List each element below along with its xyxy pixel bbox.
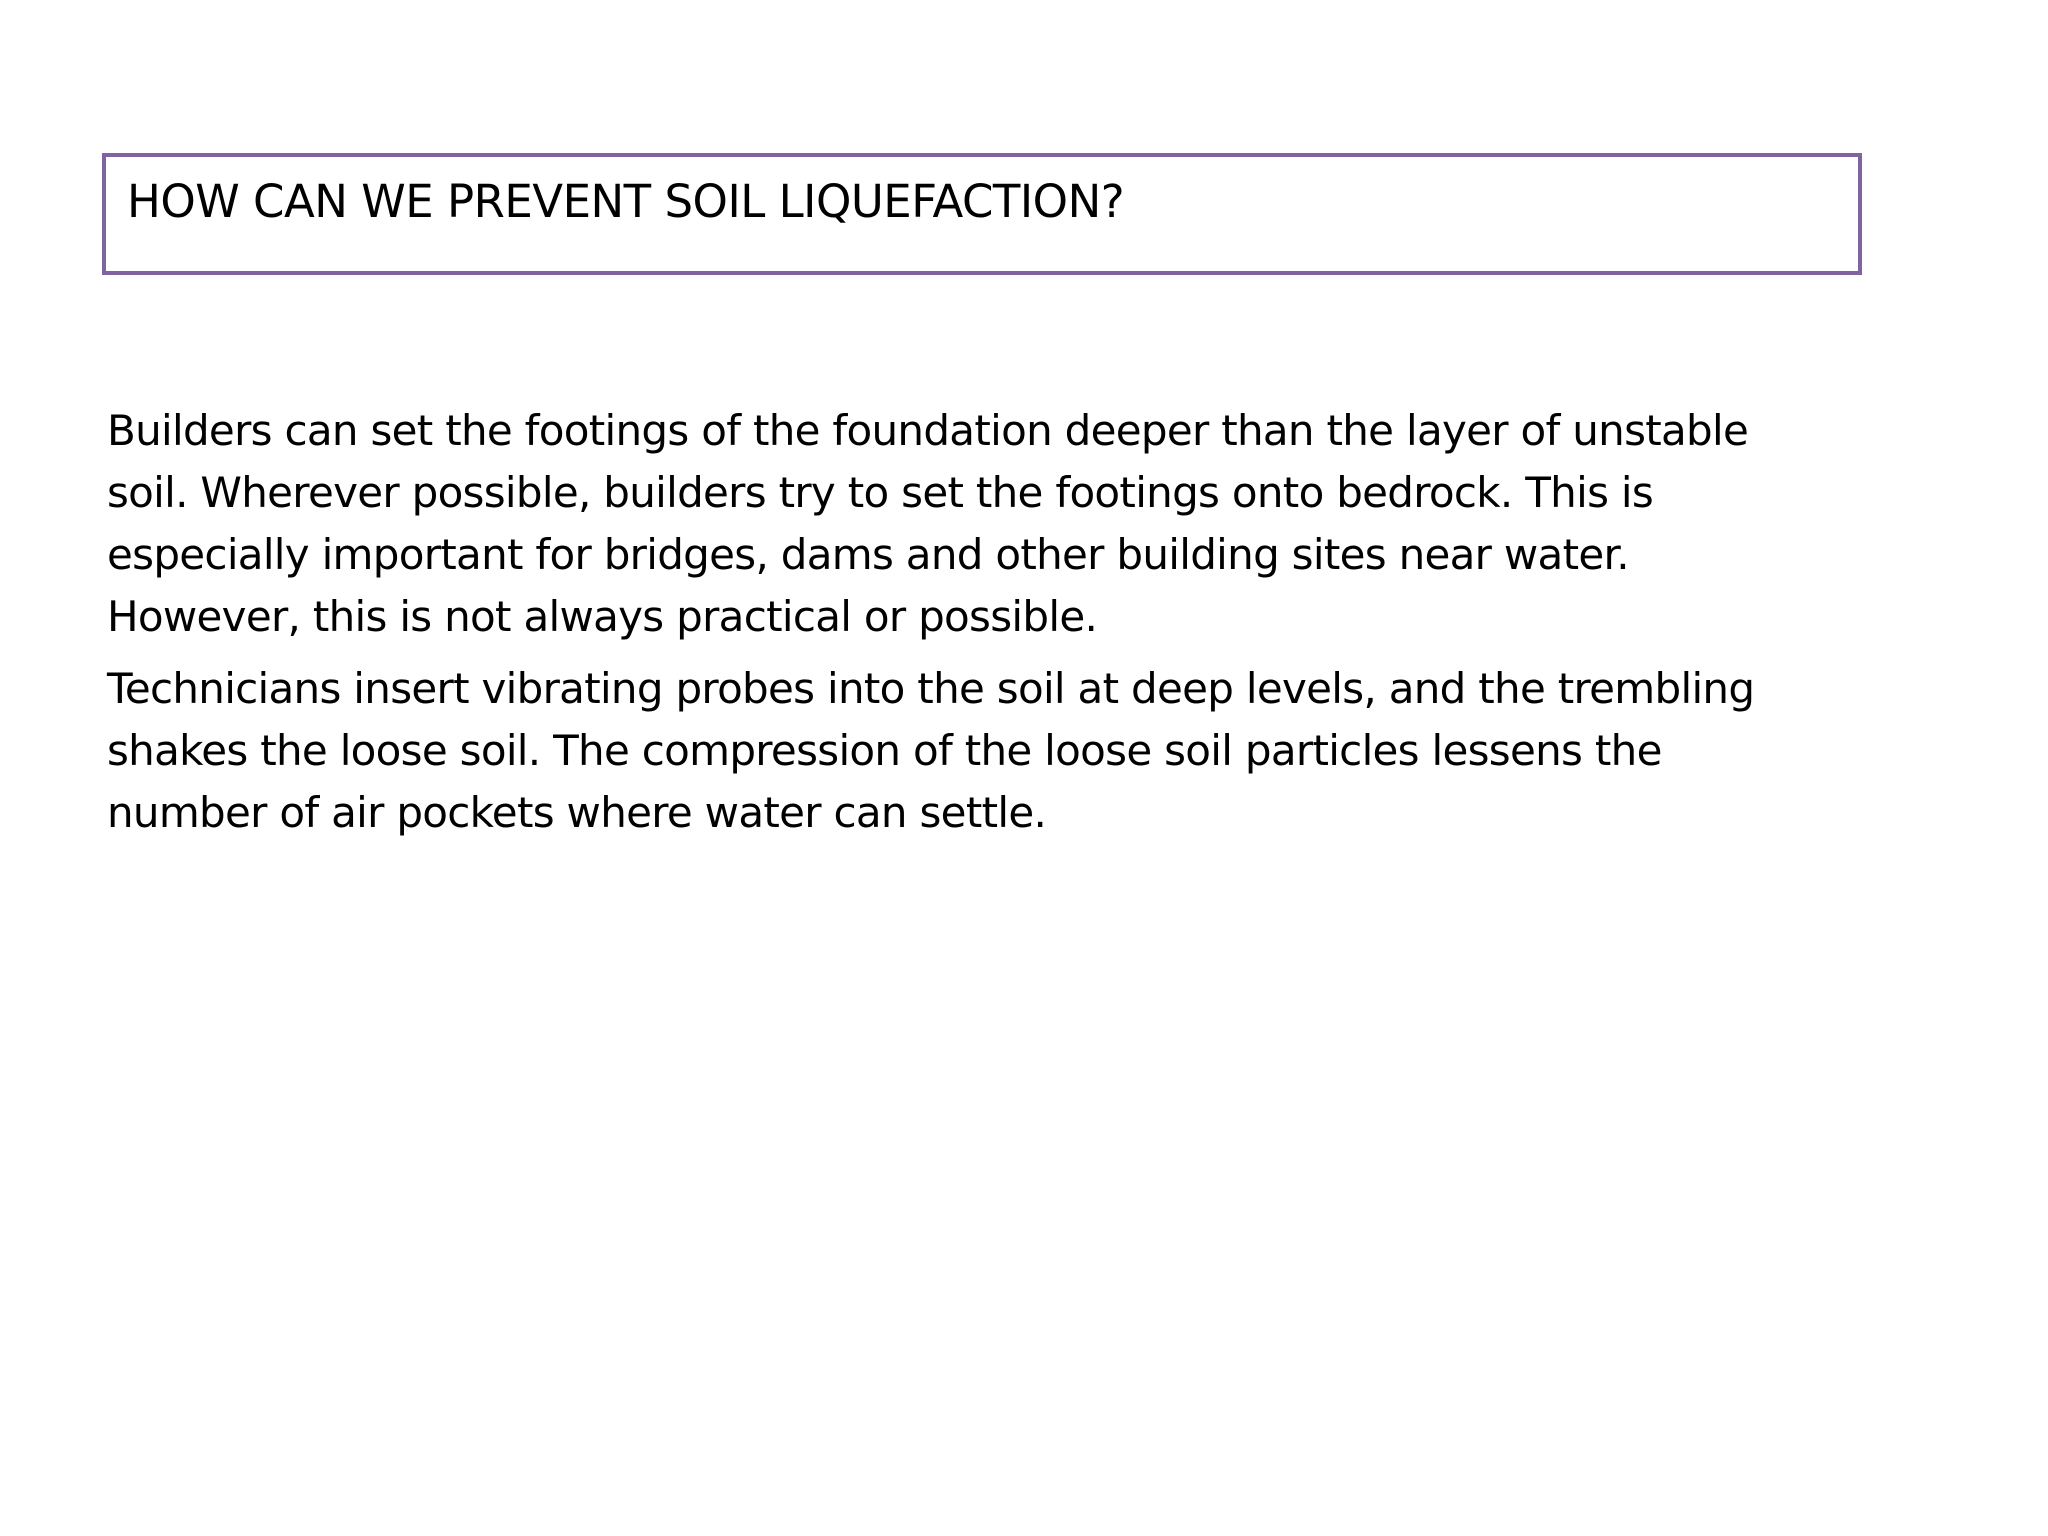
slide-body <box>107 400 1867 854</box>
paragraph-line: soil. Wherever possible, builders try to set the footings onto bedrock. This is <box>107 468 1654 517</box>
paragraph-line: shakes the loose soil. The compression of the loose soil particles lessens the <box>107 726 1662 775</box>
paragraph-vibrating-probes <box>107 658 1867 844</box>
paragraph-foundation-footings <box>107 400 1867 648</box>
paragraph-line: number of air pockets where water can settle. <box>107 788 1047 837</box>
paragraph-line: Builders can set the footings of the foundation deeper than the layer of unstable <box>107 406 1749 455</box>
title-box <box>102 153 1862 275</box>
slide-title: HOW CAN WE PREVENT SOIL LIQUEFACTION? <box>127 175 1125 228</box>
paragraph-line: However, this is not always practical or possible. <box>107 592 1098 641</box>
paragraph-line: especially important for bridges, dams and other building sites near water. <box>107 530 1629 579</box>
paragraph-line: Technicians insert vibrating probes into the soil at deep levels, and the trembling <box>107 664 1755 713</box>
